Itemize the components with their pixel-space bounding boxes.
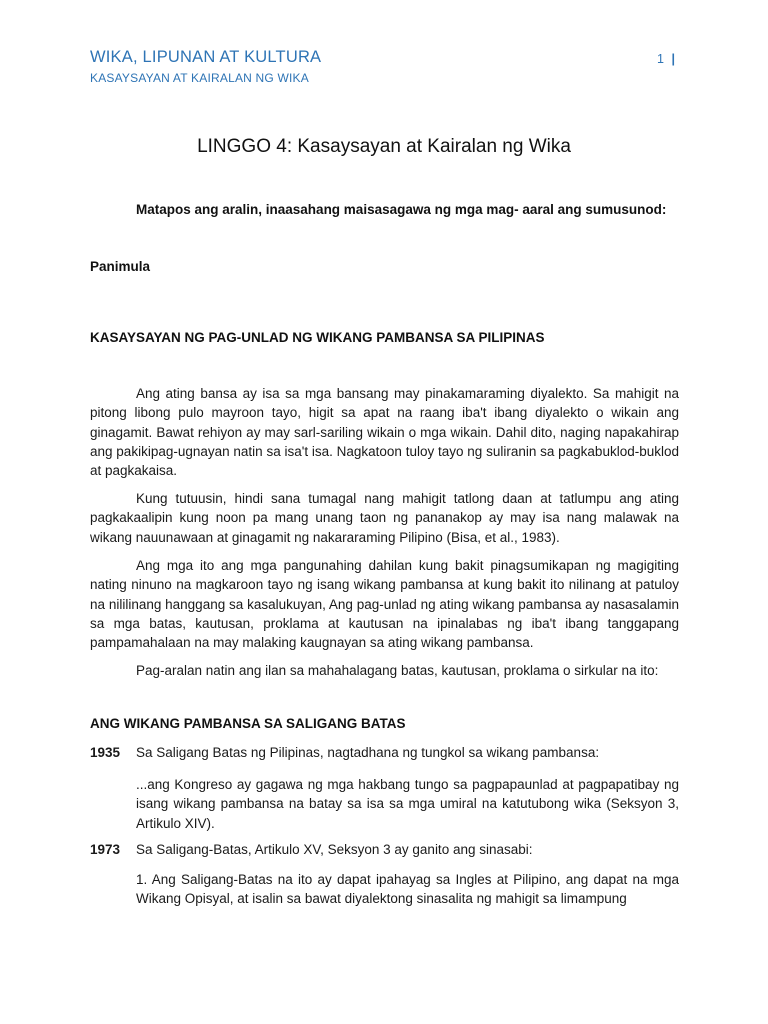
document-title: LINGGO 4: Kasaysayan at Kairalan ng Wika: [197, 136, 571, 157]
page-number-value: 1: [657, 52, 664, 66]
section-heading-history: KASAYSAYAN NG PAG-UNLAD NG WIKANG PAMBANSA SA PILIPINAS: [90, 330, 545, 345]
header-subtitle: KASAYSAYAN AT KAIRALAN NG WIKA: [90, 71, 309, 85]
law-quote: ...ang Kongreso ay gagawa ng mga hakbang tungo sa pagpapaunlad at pagpapatibay ng isang wikang pambansa na batay sa isa sa mga umiral na katutubong wika (Seksyon 3, Artikulo XIV).: [136, 777, 679, 831]
paragraph: Ang mga ito ang mga pangunahing dahilan kung bakit pinagsumikapan ng magigiting nating ninuno na magkaroon tayo ng isang wikang pambansa at kung bakit ito nilinang at patuloy na nililinang hanggang sa kasalukuyan, Ang pag-unlad ng ating wikang pambansa ay nasasalamin sa mga batas, kautusan, proklama at kautusan na ipinalabas ng iba't ibang tanggapang pampamahalaan na may malaking kaugnayan sa ating wikang pambansa.: [90, 558, 679, 651]
page-number: [657, 52, 675, 66]
paragraph: Pag-aralan natin ang ilan sa mahahalagang batas, kautusan, proklama o sirkular na ito:: [136, 663, 659, 678]
law-quote: 1. Ang Saligang-Batas na ito ay dapat ipahayag sa Ingles at Pilipino, ang dapat na mga Wikang Opisyal, at isalin sa bawat diyalektong sinasalita ng mahigit sa limampung: [136, 872, 679, 907]
header-title: WIKA, LIPUNAN AT KULTURA: [90, 48, 322, 66]
intro-heading: Panimula: [90, 259, 151, 274]
page-number-separator: |: [671, 52, 675, 66]
law-year: 1935: [90, 745, 121, 760]
law-text: Sa Saligang Batas ng Pilipinas, nagtadhana ng tungkol sa wikang pambansa:: [136, 745, 600, 760]
section-heading-constitution: ANG WIKANG PAMBANSA SA SALIGANG BATAS: [90, 716, 406, 731]
law-year: 1973: [90, 842, 121, 857]
law-text: Sa Saligang-Batas, Artikulo XV, Seksyon 3 ay ganito ang sinasabi:: [136, 842, 533, 857]
objectives-line: Matapos ang aralin, inaasahang maisasagawa ng mga mag- aaral ang sumusunod:: [136, 202, 667, 217]
paragraph: Ang ating bansa ay isa sa mga bansang may pinakamaraming diyalekto. Sa mahigit na pitong libong pulo mayroon tayo, higit sa apat na raang iba't ibang diyalekto o wikain ang ginagamit. Bawat rehiyon ay may sarl-sariling wikain o mga wikain. Dahil dito, naging napakahirap ang pakikipag-ugnayan natin sa isa't isa. Nagkatoon tuloy tayo ng suliranin sa pagkabuklod-buklod at pagkakaisa.: [90, 386, 679, 479]
paragraph: Kung tutuusin, hindi sana tumagal nang mahigit tatlong daan at tatlumpu ang ating pagkakaalipin kung noon pa mang unang taon ng pananakop ay may isa nang malawak na wikang nauunawaan at ginagamit ng nakararaming Pilipino (Bisa, et al., 1983).: [90, 491, 679, 545]
